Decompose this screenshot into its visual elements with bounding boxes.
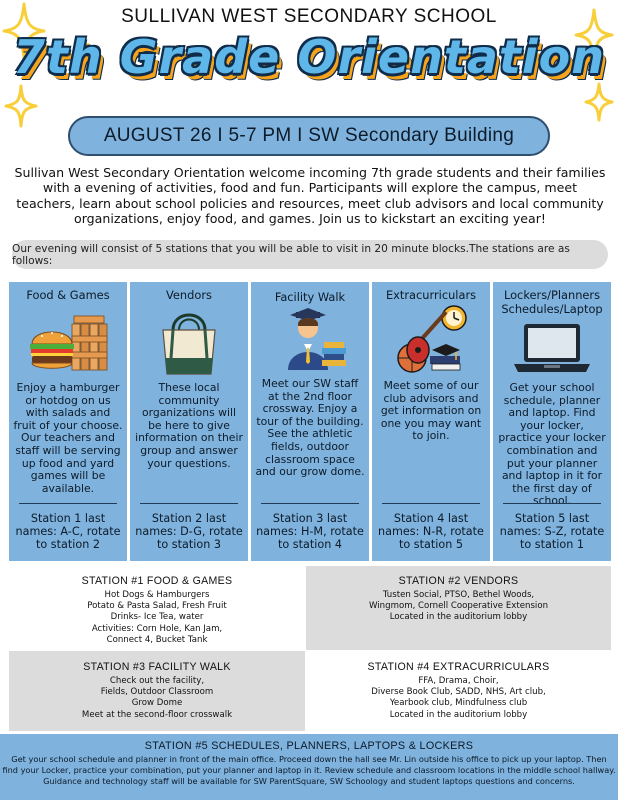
date-banner-text: AUGUST 26 I 5-7 PM I SW Secondary Building xyxy=(103,125,515,146)
detail-title: STATION #1 FOOD & GAMES xyxy=(81,575,233,587)
stations-row xyxy=(9,282,611,561)
station-2-details xyxy=(306,566,611,650)
graduate-with-books-icon xyxy=(251,306,369,374)
station-last-names: Station 4 last names: N-R, rotate to station 5 xyxy=(378,512,484,551)
station-title: Vendors xyxy=(166,288,212,302)
detail-line: Wingmom, Cornell Cooperative Extension xyxy=(368,601,549,612)
station-description: Enjoy a hamburger or hotdog on us with salads and fruit of your choose. Our teachers and staff will be serving up food and yard games will be available. xyxy=(13,381,123,495)
detail-title: STATION #4 EXTRACURRICULARS xyxy=(367,661,550,673)
detail-line: FFA, Drama, Choir, xyxy=(418,676,499,686)
detail-line: Meet at the second-floor crosswalk xyxy=(81,709,233,720)
tote-bag-icon xyxy=(130,302,248,378)
detail-line: Located in the auditorium lobby xyxy=(389,709,528,720)
station-last-names: Station 3 last names: H-M, rotate to station 4 xyxy=(256,512,364,551)
divider xyxy=(382,503,480,504)
station-5-details xyxy=(0,734,618,800)
station-title: Facility Walk xyxy=(274,290,346,304)
station-card-extracurriculars xyxy=(372,282,490,561)
detail-line: Guidance and technology staff will be available for SW ParentSquare, SW Schoology and student laptops questions and concerns. xyxy=(43,776,575,786)
date-banner xyxy=(68,116,550,156)
station-last-names: Station 1 last names: A-C, rotate to station 2 xyxy=(15,512,121,551)
school-name: SULLIVAN WEST SECONDARY SCHOOL xyxy=(121,6,497,27)
detail-title: STATION #2 VENDORS xyxy=(398,575,519,587)
station-last-names: Station 5 last names: S-Z, rotate to station 1 xyxy=(499,512,605,551)
divider xyxy=(261,503,359,504)
divider xyxy=(19,503,117,504)
station-card-lockers-planners xyxy=(493,282,611,561)
detail-title: STATION #5 SCHEDULES, PLANNERS, LAPTOPS & LOCKERS xyxy=(144,740,474,752)
stations-note-text: Our evening will consist of 5 stations that you will be able to visit in 20 minute blocks.The stations are as follows: xyxy=(12,242,570,267)
detail-line: Drinks- Ice Tea, water xyxy=(110,612,204,623)
detail-line: Yearbook club, Mindfulness club xyxy=(389,698,528,709)
station-title: Extracurriculars xyxy=(385,288,477,302)
station-card-facility-walk xyxy=(251,282,369,561)
sparkle-icon xyxy=(584,82,614,122)
detail-title: STATION #3 FACILITY WALK xyxy=(83,661,231,673)
detail-line: Located in the auditorium lobby xyxy=(389,612,528,623)
station-title: Lockers/Planners Schedules/Laptop xyxy=(501,288,603,316)
station-title: Food & Games xyxy=(26,288,110,302)
detail-line: Tusten Social, PTSO, Bethel Woods, xyxy=(382,590,535,600)
sparkle-icon xyxy=(4,84,38,128)
station-last-names: Station 2 last names: D-G, rotate to station 3 xyxy=(135,512,243,551)
station-description: Get your school schedule, planner and laptop. Find your locker, practice your locker combination and put your planner and laptop in it for the first day of school. xyxy=(498,381,606,508)
detail-line: Diverse Book Club, SADD, NHS, Art club, xyxy=(371,687,546,698)
detail-line: Fields, Outdoor Classroom xyxy=(100,687,214,698)
intro-paragraph: Sullivan West Secondary Orientation welcome incoming 7th grade students and their families with a evening of activities, food and fun. Participants will explore the campus, meet teachers, learn about school policies and resources, meet club advisors and local community organizations, enjoy food, and games. Join us to kickstart an exciting year! xyxy=(14,165,606,227)
detail-line: find your Locker, practice your combination, put your planner and laptop in it. Review schedule and classroom locations in the middle school hallway. xyxy=(2,765,616,775)
detail-line: Check out the facility, xyxy=(109,676,205,686)
divider xyxy=(140,503,238,504)
detail-line: Connect 4, Bucket Tank xyxy=(106,634,208,645)
station-4-details xyxy=(306,651,611,731)
station-1-details xyxy=(9,570,305,650)
hamburger-and-jenga-icon xyxy=(9,306,127,378)
station-3-details xyxy=(9,651,305,731)
page-title: 7th Grade Orientation xyxy=(12,30,606,84)
divider xyxy=(503,503,601,504)
stations-note xyxy=(12,240,608,269)
detail-line: Hot Dogs & Hamburgers xyxy=(104,590,210,600)
station-card-vendors xyxy=(130,282,248,561)
detail-line: Activities: Corn Hole, Kan Jam, xyxy=(91,623,223,634)
detail-line: Grow Dome xyxy=(131,698,183,709)
station-description: These local community organizations will be here to give information on their group and answer your questions. xyxy=(135,381,243,470)
guitar-ball-clock-icon xyxy=(372,302,490,378)
station-description: Meet our SW staff at the 2nd floor crossway. Enjoy a tour of the building. See the athletic fields, outdoor classroom space and our grow dome. xyxy=(255,377,365,479)
detail-line: Potato & Pasta Salad, Fresh Fruit xyxy=(87,601,227,612)
laptop-icon xyxy=(493,320,611,378)
station-description: Meet some of our club advisors and get information on one you may want to join. xyxy=(380,379,482,443)
station-card-food-games xyxy=(9,282,127,561)
detail-line: Get your school schedule and planner in front of the main office. Proceed down the hall see Mr. Lin outside his office to pick up your laptop. Then xyxy=(11,754,607,764)
